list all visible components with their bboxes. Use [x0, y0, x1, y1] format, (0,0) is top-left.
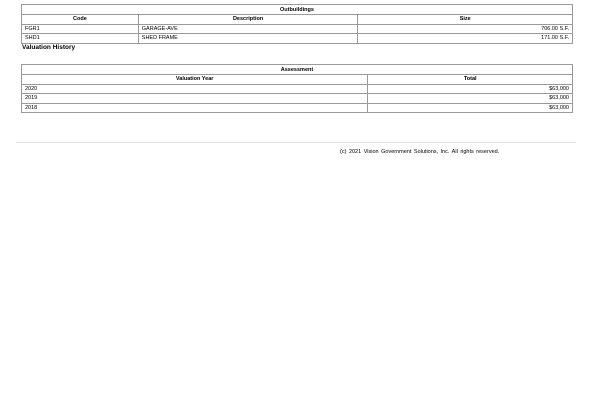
cell-description: SHED FRAME — [138, 34, 358, 44]
assessment-caption: Assessment — [22, 65, 573, 75]
footer-divider — [16, 142, 576, 143]
cell-year: 2020 — [22, 84, 368, 94]
cell-size: 171.00 S.F. — [358, 34, 573, 44]
column-header-valuation-year: Valuation Year — [22, 75, 368, 85]
cell-total: $63,000 — [368, 84, 573, 94]
assessment-table — [21, 64, 573, 113]
table-row — [22, 103, 573, 113]
cell-description: GARAGE-AVE — [138, 24, 358, 34]
column-header-total: Total — [368, 75, 573, 85]
table-row — [22, 24, 573, 34]
copyright-text: (c) 2021 Vision Government Solutions, Inc. All rights reserved. — [340, 149, 500, 155]
column-header-size: Size — [358, 15, 573, 25]
cell-code: SHD1 — [22, 34, 139, 44]
cell-total: $63,000 — [368, 103, 573, 113]
cell-year: 2018 — [22, 103, 368, 113]
cell-code: FGR1 — [22, 24, 139, 34]
table-row — [22, 84, 573, 94]
cell-year: 2019 — [22, 94, 368, 104]
cell-size: 706.00 S.F. — [358, 24, 573, 34]
outbuildings-table — [21, 4, 573, 44]
table-row — [22, 34, 573, 44]
valuation-history-heading: Valuation History — [22, 44, 76, 51]
column-header-code: Code — [22, 15, 139, 25]
column-header-description: Description — [138, 15, 358, 25]
table-row — [22, 94, 573, 104]
cell-total: $63,000 — [368, 94, 573, 104]
outbuildings-caption: Outbuildings — [22, 5, 573, 15]
